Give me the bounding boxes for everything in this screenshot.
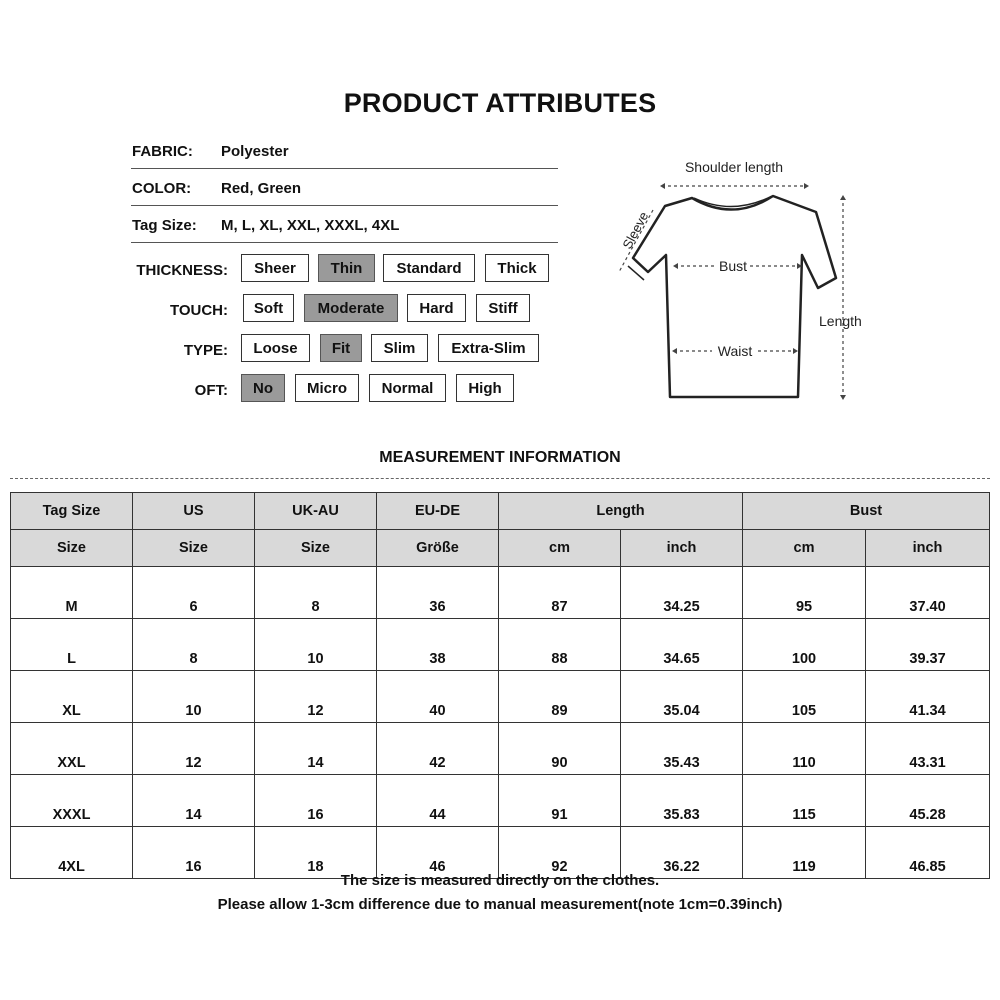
table-cell: 46.85 — [866, 827, 990, 879]
table-cell: 10 — [255, 619, 377, 671]
option-slim[interactable]: Slim — [371, 334, 428, 362]
table-cell: 34.25 — [621, 567, 743, 619]
table-cell: M — [11, 567, 133, 619]
table-cell: 45.28 — [866, 775, 990, 827]
option-thick[interactable]: Thick — [485, 254, 549, 282]
size-table — [10, 492, 990, 879]
option-row-type — [0, 334, 560, 364]
measurement-title: MEASUREMENT INFORMATION — [379, 449, 621, 466]
table-cell: 43.31 — [866, 723, 990, 775]
table-cell: 41.34 — [866, 671, 990, 723]
option-no[interactable]: No — [241, 374, 285, 402]
table-cell: 119 — [743, 827, 866, 879]
table-row — [11, 671, 990, 723]
table-cell: 91 — [499, 775, 621, 827]
option-stiff[interactable]: Stiff — [476, 294, 530, 322]
table-row — [11, 567, 990, 619]
table-cell: 90 — [499, 723, 621, 775]
table-cell: 110 — [743, 723, 866, 775]
option-loose[interactable]: Loose — [241, 334, 310, 362]
option-high[interactable]: High — [456, 374, 514, 402]
table-cell: 36 — [377, 567, 499, 619]
attr-row-tag-size — [131, 206, 558, 243]
tshirt-diagram — [600, 150, 890, 410]
subheader-cell: inch — [621, 530, 743, 567]
table-cell: 44 — [377, 775, 499, 827]
type-label: TYPE: — [183, 342, 228, 359]
table-cell: 16 — [255, 775, 377, 827]
tag-size-label: Tag Size: — [132, 217, 197, 234]
tag-size-value: M, L, XL, XXL, XXXL, 4XL — [221, 217, 400, 234]
table-cell: 39.37 — [866, 619, 990, 671]
table-row — [11, 619, 990, 671]
fabric-value: Polyester — [221, 143, 289, 160]
bust-label: Bust — [718, 258, 748, 274]
table-cell: 92 — [499, 827, 621, 879]
waist-label: Waist — [717, 343, 753, 359]
option-row-touch — [0, 294, 560, 324]
table-cell: 38 — [377, 619, 499, 671]
table-cell: 115 — [743, 775, 866, 827]
header-cell: UK-AU — [255, 493, 377, 530]
table-row — [11, 775, 990, 827]
thickness-label: THICKNESS: — [136, 262, 228, 279]
option-standard[interactable]: Standard — [383, 254, 475, 282]
header-cell: Length — [499, 493, 743, 530]
subheader-cell: Size — [255, 530, 377, 567]
table-cell: 12 — [133, 723, 255, 775]
table-cell: 6 — [133, 567, 255, 619]
table-cell: XL — [11, 671, 133, 723]
subheader-cell: Size — [11, 530, 133, 567]
table-header-row — [11, 493, 990, 530]
table-cell: 8 — [255, 567, 377, 619]
table-cell: 14 — [133, 775, 255, 827]
table-row — [11, 723, 990, 775]
option-micro[interactable]: Micro — [295, 374, 359, 402]
table-cell: 16 — [133, 827, 255, 879]
table-cell: 10 — [133, 671, 255, 723]
subheader-cell: Size — [133, 530, 255, 567]
table-cell: 40 — [377, 671, 499, 723]
table-cell: 95 — [743, 567, 866, 619]
table-cell: 36.22 — [621, 827, 743, 879]
option-moderate[interactable]: Moderate — [304, 294, 398, 322]
table-cell: XXL — [11, 723, 133, 775]
header-cell: Tag Size — [11, 493, 133, 530]
subheader-cell: inch — [866, 530, 990, 567]
length-label: Length — [819, 313, 862, 329]
header-cell: EU-DE — [377, 493, 499, 530]
touch-label: TOUCH: — [169, 302, 228, 319]
table-cell: 35.04 — [621, 671, 743, 723]
attr-row-color — [131, 169, 558, 206]
table-cell: 35.83 — [621, 775, 743, 827]
oft-label: OFT: — [194, 382, 228, 399]
option-normal[interactable]: Normal — [369, 374, 446, 402]
table-cell: 87 — [499, 567, 621, 619]
color-value: Red, Green — [221, 180, 302, 197]
table-cell: 35.43 — [621, 723, 743, 775]
option-fit[interactable]: Fit — [320, 334, 362, 362]
table-cell: 14 — [255, 723, 377, 775]
subheader-cell: cm — [743, 530, 866, 567]
dotted-divider — [10, 478, 990, 479]
table-cell: 12 — [255, 671, 377, 723]
color-label: COLOR: — [132, 180, 192, 197]
table-cell: 100 — [743, 619, 866, 671]
option-soft[interactable]: Soft — [243, 294, 294, 322]
table-cell: 34.65 — [621, 619, 743, 671]
table-cell: 18 — [255, 827, 377, 879]
header-cell: US — [133, 493, 255, 530]
attr-row-fabric — [131, 132, 558, 169]
option-hard[interactable]: Hard — [407, 294, 466, 322]
table-cell: 8 — [133, 619, 255, 671]
option-sheer[interactable]: Sheer — [241, 254, 309, 282]
table-cell: XXXL — [11, 775, 133, 827]
note-measured: The size is measured directly on the clothes. — [340, 872, 660, 889]
table-cell: 88 — [499, 619, 621, 671]
table-cell: L — [11, 619, 133, 671]
shoulder-length-label: Shoulder length — [684, 159, 784, 175]
subheader-cell: cm — [499, 530, 621, 567]
page-title: PRODUCT ATTRIBUTES — [343, 88, 657, 118]
table-row — [11, 827, 990, 879]
header-cell: Bust — [743, 493, 990, 530]
table-cell: 42 — [377, 723, 499, 775]
table-cell: 89 — [499, 671, 621, 723]
table-cell: 4XL — [11, 827, 133, 879]
option-row-oft — [0, 374, 560, 404]
tshirt-outline-icon — [633, 196, 836, 397]
sleeve-label: Sleeve — [619, 209, 652, 252]
table-cell: 46 — [377, 827, 499, 879]
table-cell: 37.40 — [866, 567, 990, 619]
option-row-thickness — [0, 254, 560, 284]
subheader-cell: Größe — [377, 530, 499, 567]
option-thin[interactable]: Thin — [318, 254, 375, 282]
table-cell: 105 — [743, 671, 866, 723]
fabric-label: FABRIC: — [132, 143, 193, 160]
table-subheader-row — [11, 530, 990, 567]
option-extra-slim[interactable]: Extra-Slim — [438, 334, 539, 362]
note-allowance: Please allow 1-3cm difference due to manual measurement(note 1cm=0.39inch) — [217, 896, 783, 913]
